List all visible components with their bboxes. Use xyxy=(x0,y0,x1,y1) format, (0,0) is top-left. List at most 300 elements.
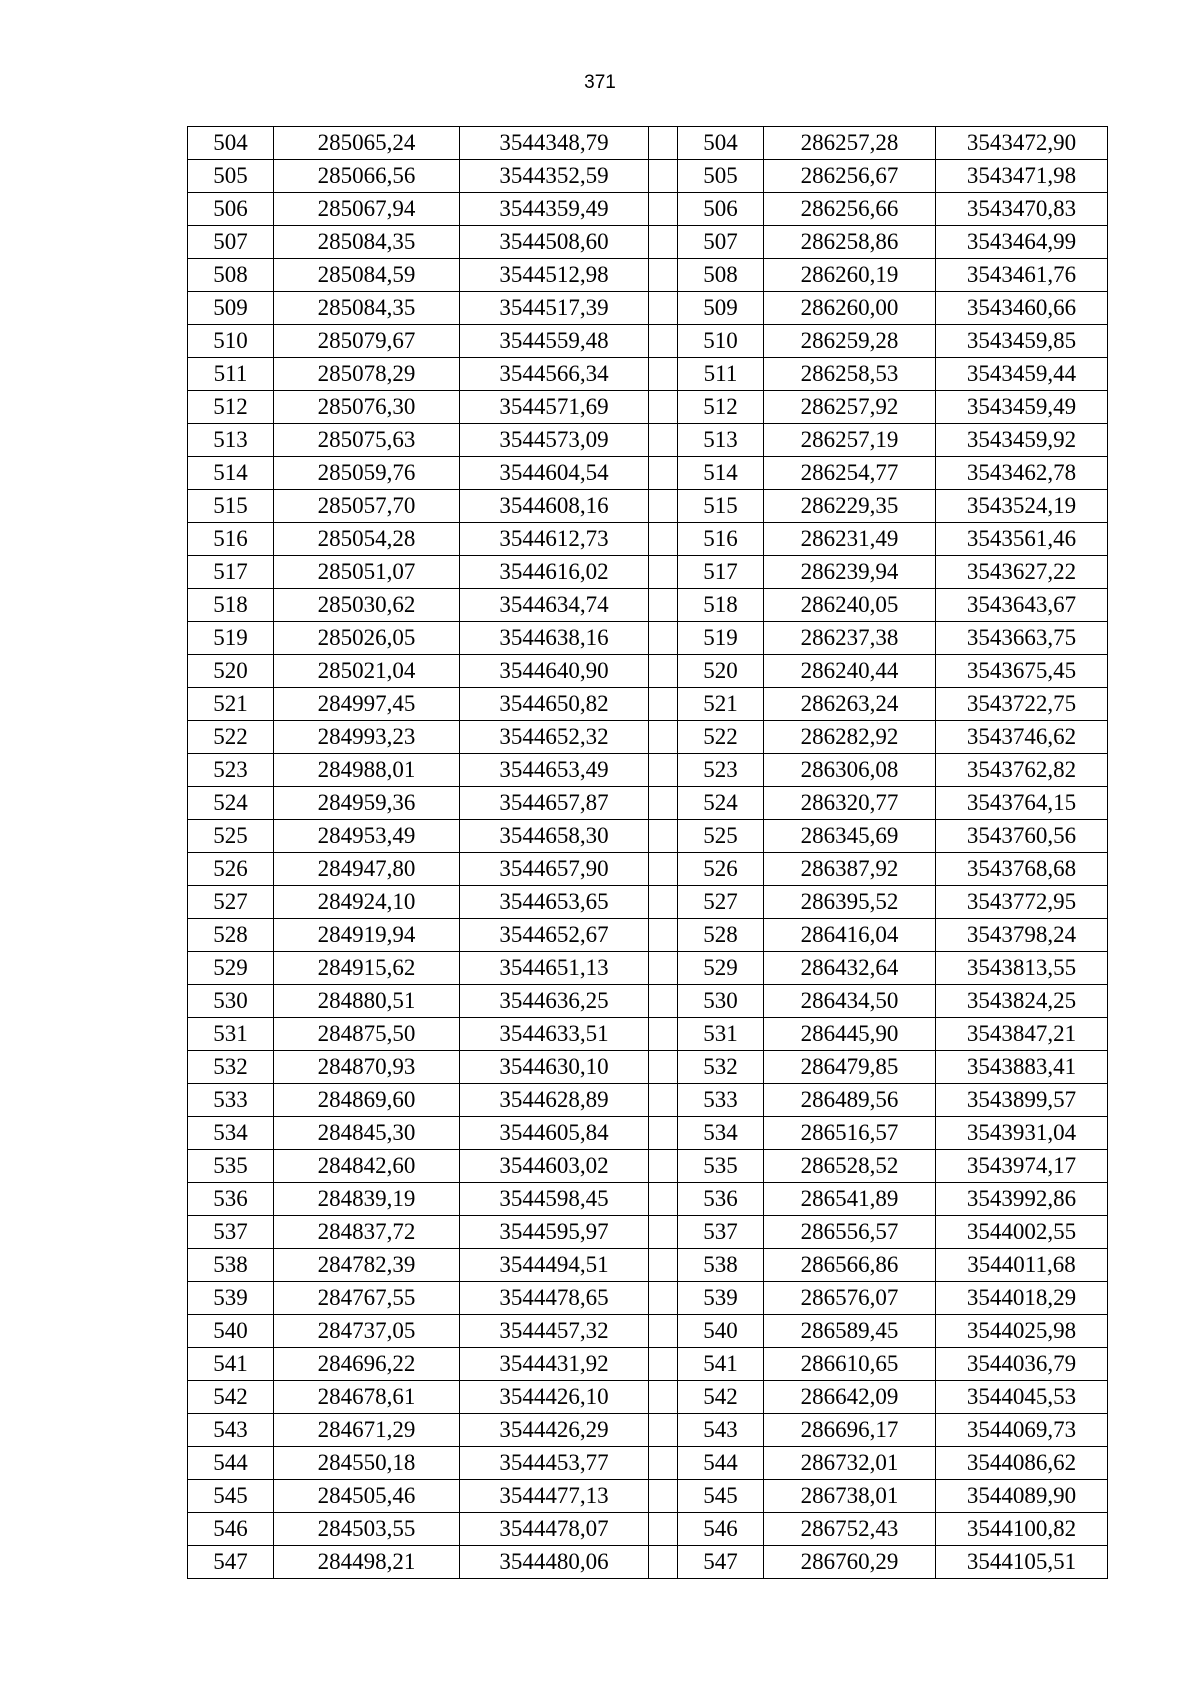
right-y-coordinate: 3543462,78 xyxy=(936,457,1108,490)
left-x-coordinate: 284988,01 xyxy=(274,754,460,787)
left-point-number: 530 xyxy=(188,985,274,1018)
left-y-coordinate: 3544634,74 xyxy=(460,589,649,622)
spacer-cell xyxy=(649,1315,678,1348)
table-row xyxy=(188,556,1108,589)
left-x-coordinate: 284782,39 xyxy=(274,1249,460,1282)
right-y-coordinate: 3544069,73 xyxy=(936,1414,1108,1447)
spacer-cell xyxy=(649,490,678,523)
spacer-cell xyxy=(649,127,678,160)
right-y-coordinate: 3544100,82 xyxy=(936,1513,1108,1546)
right-point-number: 511 xyxy=(678,358,764,391)
spacer-cell xyxy=(649,1051,678,1084)
left-point-number: 523 xyxy=(188,754,274,787)
right-y-coordinate: 3543472,90 xyxy=(936,127,1108,160)
right-point-number: 513 xyxy=(678,424,764,457)
right-y-coordinate: 3544036,79 xyxy=(936,1348,1108,1381)
spacer-cell xyxy=(649,754,678,787)
right-y-coordinate: 3543461,76 xyxy=(936,259,1108,292)
spacer-cell xyxy=(649,1381,678,1414)
left-x-coordinate: 285079,67 xyxy=(274,325,460,358)
table-row xyxy=(188,820,1108,853)
left-y-coordinate: 3544477,13 xyxy=(460,1480,649,1513)
left-y-coordinate: 3544598,45 xyxy=(460,1183,649,1216)
right-x-coordinate: 286320,77 xyxy=(764,787,936,820)
right-point-number: 521 xyxy=(678,688,764,721)
left-x-coordinate: 284505,46 xyxy=(274,1480,460,1513)
right-x-coordinate: 286516,57 xyxy=(764,1117,936,1150)
left-y-coordinate: 3544650,82 xyxy=(460,688,649,721)
left-x-coordinate: 284997,45 xyxy=(274,688,460,721)
left-y-coordinate: 3544478,07 xyxy=(460,1513,649,1546)
right-x-coordinate: 286696,17 xyxy=(764,1414,936,1447)
table-row xyxy=(188,952,1108,985)
left-x-coordinate: 285057,70 xyxy=(274,490,460,523)
left-point-number: 509 xyxy=(188,292,274,325)
left-point-number: 516 xyxy=(188,523,274,556)
table-row xyxy=(188,1018,1108,1051)
right-x-coordinate: 286260,19 xyxy=(764,259,936,292)
left-y-coordinate: 3544431,92 xyxy=(460,1348,649,1381)
table-row xyxy=(188,424,1108,457)
spacer-cell xyxy=(649,787,678,820)
left-point-number: 528 xyxy=(188,919,274,952)
left-x-coordinate: 284671,29 xyxy=(274,1414,460,1447)
table-row xyxy=(188,1546,1108,1579)
left-y-coordinate: 3544512,98 xyxy=(460,259,649,292)
left-point-number: 517 xyxy=(188,556,274,589)
right-y-coordinate: 3543772,95 xyxy=(936,886,1108,919)
right-x-coordinate: 286610,65 xyxy=(764,1348,936,1381)
left-y-coordinate: 3544657,87 xyxy=(460,787,649,820)
left-y-coordinate: 3544605,84 xyxy=(460,1117,649,1150)
left-y-coordinate: 3544426,29 xyxy=(460,1414,649,1447)
left-x-coordinate: 284498,21 xyxy=(274,1546,460,1579)
left-x-coordinate: 285030,62 xyxy=(274,589,460,622)
left-point-number: 514 xyxy=(188,457,274,490)
right-point-number: 547 xyxy=(678,1546,764,1579)
left-x-coordinate: 284837,72 xyxy=(274,1216,460,1249)
left-y-coordinate: 3544517,39 xyxy=(460,292,649,325)
left-y-coordinate: 3544566,34 xyxy=(460,358,649,391)
left-point-number: 513 xyxy=(188,424,274,457)
spacer-cell xyxy=(649,391,678,424)
spacer-cell xyxy=(649,820,678,853)
left-x-coordinate: 285084,35 xyxy=(274,292,460,325)
left-x-coordinate: 284915,62 xyxy=(274,952,460,985)
table-row xyxy=(188,457,1108,490)
right-point-number: 543 xyxy=(678,1414,764,1447)
left-y-coordinate: 3544595,97 xyxy=(460,1216,649,1249)
left-x-coordinate: 284919,94 xyxy=(274,919,460,952)
left-point-number: 547 xyxy=(188,1546,274,1579)
right-point-number: 541 xyxy=(678,1348,764,1381)
right-y-coordinate: 3543675,45 xyxy=(936,655,1108,688)
right-x-coordinate: 286306,08 xyxy=(764,754,936,787)
left-x-coordinate: 285021,04 xyxy=(274,655,460,688)
table-row xyxy=(188,589,1108,622)
table-row xyxy=(188,985,1108,1018)
left-point-number: 504 xyxy=(188,127,274,160)
spacer-cell xyxy=(649,1216,678,1249)
left-y-coordinate: 3544494,51 xyxy=(460,1249,649,1282)
right-y-coordinate: 3543764,15 xyxy=(936,787,1108,820)
left-point-number: 531 xyxy=(188,1018,274,1051)
left-x-coordinate: 284869,60 xyxy=(274,1084,460,1117)
right-point-number: 516 xyxy=(678,523,764,556)
right-point-number: 542 xyxy=(678,1381,764,1414)
right-x-coordinate: 286258,86 xyxy=(764,226,936,259)
table-row xyxy=(188,1216,1108,1249)
left-y-coordinate: 3544573,09 xyxy=(460,424,649,457)
right-x-coordinate: 286259,28 xyxy=(764,325,936,358)
right-x-coordinate: 286432,64 xyxy=(764,952,936,985)
right-point-number: 534 xyxy=(678,1117,764,1150)
left-point-number: 525 xyxy=(188,820,274,853)
left-y-coordinate: 3544359,49 xyxy=(460,193,649,226)
table-row xyxy=(188,127,1108,160)
table-row xyxy=(188,292,1108,325)
right-y-coordinate: 3543722,75 xyxy=(936,688,1108,721)
right-y-coordinate: 3543931,04 xyxy=(936,1117,1108,1150)
right-point-number: 506 xyxy=(678,193,764,226)
left-point-number: 532 xyxy=(188,1051,274,1084)
spacer-cell xyxy=(649,556,678,589)
left-point-number: 515 xyxy=(188,490,274,523)
right-point-number: 518 xyxy=(678,589,764,622)
left-y-coordinate: 3544478,65 xyxy=(460,1282,649,1315)
left-point-number: 534 xyxy=(188,1117,274,1150)
left-point-number: 529 xyxy=(188,952,274,985)
left-x-coordinate: 285078,29 xyxy=(274,358,460,391)
right-y-coordinate: 3544002,55 xyxy=(936,1216,1108,1249)
right-point-number: 530 xyxy=(678,985,764,1018)
right-y-coordinate: 3543643,67 xyxy=(936,589,1108,622)
right-x-coordinate: 286240,05 xyxy=(764,589,936,622)
left-x-coordinate: 285067,94 xyxy=(274,193,460,226)
right-point-number: 535 xyxy=(678,1150,764,1183)
left-x-coordinate: 284767,55 xyxy=(274,1282,460,1315)
right-point-number: 531 xyxy=(678,1018,764,1051)
left-point-number: 524 xyxy=(188,787,274,820)
left-point-number: 535 xyxy=(188,1150,274,1183)
right-point-number: 544 xyxy=(678,1447,764,1480)
spacer-cell xyxy=(649,1018,678,1051)
right-x-coordinate: 286237,38 xyxy=(764,622,936,655)
right-point-number: 545 xyxy=(678,1480,764,1513)
left-point-number: 520 xyxy=(188,655,274,688)
left-y-coordinate: 3544628,89 xyxy=(460,1084,649,1117)
right-y-coordinate: 3543824,25 xyxy=(936,985,1108,1018)
right-x-coordinate: 286395,52 xyxy=(764,886,936,919)
left-y-coordinate: 3544559,48 xyxy=(460,325,649,358)
spacer-cell xyxy=(649,1282,678,1315)
table-row xyxy=(188,1447,1108,1480)
left-point-number: 518 xyxy=(188,589,274,622)
spacer-cell xyxy=(649,952,678,985)
right-y-coordinate: 3543459,49 xyxy=(936,391,1108,424)
left-point-number: 521 xyxy=(188,688,274,721)
left-x-coordinate: 284503,55 xyxy=(274,1513,460,1546)
left-x-coordinate: 284880,51 xyxy=(274,985,460,1018)
left-point-number: 540 xyxy=(188,1315,274,1348)
right-point-number: 525 xyxy=(678,820,764,853)
spacer-cell xyxy=(649,985,678,1018)
right-point-number: 527 xyxy=(678,886,764,919)
left-x-coordinate: 285075,63 xyxy=(274,424,460,457)
right-point-number: 504 xyxy=(678,127,764,160)
left-point-number: 536 xyxy=(188,1183,274,1216)
right-point-number: 540 xyxy=(678,1315,764,1348)
table-row xyxy=(188,1150,1108,1183)
right-x-coordinate: 286256,67 xyxy=(764,160,936,193)
left-point-number: 506 xyxy=(188,193,274,226)
table-row xyxy=(188,1315,1108,1348)
spacer-cell xyxy=(649,1513,678,1546)
spacer-cell xyxy=(649,1480,678,1513)
right-point-number: 517 xyxy=(678,556,764,589)
left-y-coordinate: 3544608,16 xyxy=(460,490,649,523)
spacer-cell xyxy=(649,1348,678,1381)
right-x-coordinate: 286256,66 xyxy=(764,193,936,226)
right-point-number: 536 xyxy=(678,1183,764,1216)
left-x-coordinate: 284875,50 xyxy=(274,1018,460,1051)
right-x-coordinate: 286257,19 xyxy=(764,424,936,457)
right-x-coordinate: 286752,43 xyxy=(764,1513,936,1546)
spacer-cell xyxy=(649,655,678,688)
table-row xyxy=(188,1381,1108,1414)
left-point-number: 508 xyxy=(188,259,274,292)
right-y-coordinate: 3543524,19 xyxy=(936,490,1108,523)
table-row xyxy=(188,1348,1108,1381)
right-y-coordinate: 3544089,90 xyxy=(936,1480,1108,1513)
right-y-coordinate: 3543883,41 xyxy=(936,1051,1108,1084)
right-y-coordinate: 3544011,68 xyxy=(936,1249,1108,1282)
right-y-coordinate: 3543768,68 xyxy=(936,853,1108,886)
right-x-coordinate: 286282,92 xyxy=(764,721,936,754)
right-y-coordinate: 3544045,53 xyxy=(936,1381,1108,1414)
right-y-coordinate: 3543470,83 xyxy=(936,193,1108,226)
right-point-number: 520 xyxy=(678,655,764,688)
right-y-coordinate: 3543992,86 xyxy=(936,1183,1108,1216)
right-x-coordinate: 286257,92 xyxy=(764,391,936,424)
spacer-cell xyxy=(649,358,678,391)
page-number: 371 xyxy=(584,72,616,93)
left-y-coordinate: 3544453,77 xyxy=(460,1447,649,1480)
table-row xyxy=(188,787,1108,820)
table-row xyxy=(188,391,1108,424)
left-x-coordinate: 284678,61 xyxy=(274,1381,460,1414)
table-row xyxy=(188,1084,1108,1117)
spacer-cell xyxy=(649,1150,678,1183)
right-point-number: 538 xyxy=(678,1249,764,1282)
table-row xyxy=(188,721,1108,754)
spacer-cell xyxy=(649,226,678,259)
table-row xyxy=(188,193,1108,226)
right-point-number: 523 xyxy=(678,754,764,787)
spacer-cell xyxy=(649,193,678,226)
left-x-coordinate: 284696,22 xyxy=(274,1348,460,1381)
table-row xyxy=(188,622,1108,655)
table-row xyxy=(188,1513,1108,1546)
left-y-coordinate: 3544612,73 xyxy=(460,523,649,556)
right-x-coordinate: 286263,24 xyxy=(764,688,936,721)
spacer-cell xyxy=(649,589,678,622)
left-x-coordinate: 284845,30 xyxy=(274,1117,460,1150)
spacer-cell xyxy=(649,1084,678,1117)
right-x-coordinate: 286556,57 xyxy=(764,1216,936,1249)
spacer-cell xyxy=(649,325,678,358)
coordinates-table xyxy=(187,126,1108,1579)
table-row xyxy=(188,1117,1108,1150)
left-y-coordinate: 3544640,90 xyxy=(460,655,649,688)
left-x-coordinate: 285054,28 xyxy=(274,523,460,556)
table-row xyxy=(188,886,1108,919)
spacer-cell xyxy=(649,721,678,754)
left-x-coordinate: 285084,59 xyxy=(274,259,460,292)
left-x-coordinate: 284550,18 xyxy=(274,1447,460,1480)
left-x-coordinate: 285076,30 xyxy=(274,391,460,424)
left-point-number: 519 xyxy=(188,622,274,655)
left-x-coordinate: 285084,35 xyxy=(274,226,460,259)
left-x-coordinate: 284953,49 xyxy=(274,820,460,853)
left-point-number: 546 xyxy=(188,1513,274,1546)
left-point-number: 537 xyxy=(188,1216,274,1249)
table-row xyxy=(188,523,1108,556)
right-x-coordinate: 286642,09 xyxy=(764,1381,936,1414)
right-point-number: 514 xyxy=(678,457,764,490)
right-x-coordinate: 286240,44 xyxy=(764,655,936,688)
right-y-coordinate: 3543459,44 xyxy=(936,358,1108,391)
spacer-cell xyxy=(649,1414,678,1447)
right-point-number: 532 xyxy=(678,1051,764,1084)
left-y-coordinate: 3544652,67 xyxy=(460,919,649,952)
right-x-coordinate: 286239,94 xyxy=(764,556,936,589)
right-x-coordinate: 286387,92 xyxy=(764,853,936,886)
left-y-coordinate: 3544603,02 xyxy=(460,1150,649,1183)
right-x-coordinate: 286528,52 xyxy=(764,1150,936,1183)
right-y-coordinate: 3543762,82 xyxy=(936,754,1108,787)
left-point-number: 544 xyxy=(188,1447,274,1480)
spacer-cell xyxy=(649,259,678,292)
left-y-coordinate: 3544616,02 xyxy=(460,556,649,589)
right-point-number: 529 xyxy=(678,952,764,985)
right-x-coordinate: 286489,56 xyxy=(764,1084,936,1117)
right-y-coordinate: 3543813,55 xyxy=(936,952,1108,985)
right-y-coordinate: 3543899,57 xyxy=(936,1084,1108,1117)
right-y-coordinate: 3543627,22 xyxy=(936,556,1108,589)
table-row xyxy=(188,325,1108,358)
table-row xyxy=(188,226,1108,259)
right-y-coordinate: 3543746,62 xyxy=(936,721,1108,754)
right-point-number: 537 xyxy=(678,1216,764,1249)
left-y-coordinate: 3544630,10 xyxy=(460,1051,649,1084)
right-x-coordinate: 286231,49 xyxy=(764,523,936,556)
left-point-number: 533 xyxy=(188,1084,274,1117)
left-point-number: 538 xyxy=(188,1249,274,1282)
left-point-number: 539 xyxy=(188,1282,274,1315)
table-row xyxy=(188,160,1108,193)
left-x-coordinate: 284737,05 xyxy=(274,1315,460,1348)
right-x-coordinate: 286589,45 xyxy=(764,1315,936,1348)
left-x-coordinate: 285059,76 xyxy=(274,457,460,490)
left-y-coordinate: 3544633,51 xyxy=(460,1018,649,1051)
left-y-coordinate: 3544426,10 xyxy=(460,1381,649,1414)
left-x-coordinate: 284947,80 xyxy=(274,853,460,886)
left-point-number: 542 xyxy=(188,1381,274,1414)
spacer-cell xyxy=(649,1447,678,1480)
left-x-coordinate: 284959,36 xyxy=(274,787,460,820)
right-y-coordinate: 3543847,21 xyxy=(936,1018,1108,1051)
right-y-coordinate: 3544018,29 xyxy=(936,1282,1108,1315)
right-point-number: 510 xyxy=(678,325,764,358)
right-x-coordinate: 286541,89 xyxy=(764,1183,936,1216)
right-x-coordinate: 286254,77 xyxy=(764,457,936,490)
left-point-number: 507 xyxy=(188,226,274,259)
right-y-coordinate: 3543663,75 xyxy=(936,622,1108,655)
left-point-number: 543 xyxy=(188,1414,274,1447)
right-y-coordinate: 3544086,62 xyxy=(936,1447,1108,1480)
spacer-cell xyxy=(649,1183,678,1216)
table-row xyxy=(188,1249,1108,1282)
spacer-cell xyxy=(649,160,678,193)
right-point-number: 505 xyxy=(678,160,764,193)
right-y-coordinate: 3543471,98 xyxy=(936,160,1108,193)
table-row xyxy=(188,853,1108,886)
table-row xyxy=(188,688,1108,721)
right-x-coordinate: 286760,29 xyxy=(764,1546,936,1579)
spacer-cell xyxy=(649,523,678,556)
right-point-number: 509 xyxy=(678,292,764,325)
left-y-coordinate: 3544658,30 xyxy=(460,820,649,853)
right-point-number: 512 xyxy=(678,391,764,424)
table-row xyxy=(188,655,1108,688)
right-x-coordinate: 286260,00 xyxy=(764,292,936,325)
right-x-coordinate: 286732,01 xyxy=(764,1447,936,1480)
left-x-coordinate: 284924,10 xyxy=(274,886,460,919)
coordinates-table-body xyxy=(188,127,1108,1579)
table-row xyxy=(188,754,1108,787)
left-point-number: 511 xyxy=(188,358,274,391)
right-y-coordinate: 3544025,98 xyxy=(936,1315,1108,1348)
left-y-coordinate: 3544352,59 xyxy=(460,160,649,193)
spacer-cell xyxy=(649,292,678,325)
left-y-coordinate: 3544636,25 xyxy=(460,985,649,1018)
right-point-number: 524 xyxy=(678,787,764,820)
left-point-number: 505 xyxy=(188,160,274,193)
spacer-cell xyxy=(649,886,678,919)
left-x-coordinate: 284842,60 xyxy=(274,1150,460,1183)
left-y-coordinate: 3544571,69 xyxy=(460,391,649,424)
right-y-coordinate: 3543561,46 xyxy=(936,523,1108,556)
right-point-number: 507 xyxy=(678,226,764,259)
left-y-coordinate: 3544653,49 xyxy=(460,754,649,787)
table-row xyxy=(188,1414,1108,1447)
spacer-cell xyxy=(649,919,678,952)
table-row xyxy=(188,1051,1108,1084)
right-y-coordinate: 3544105,51 xyxy=(936,1546,1108,1579)
right-point-number: 515 xyxy=(678,490,764,523)
right-y-coordinate: 3543974,17 xyxy=(936,1150,1108,1183)
table-row xyxy=(188,490,1108,523)
spacer-cell xyxy=(649,1546,678,1579)
spacer-cell xyxy=(649,1117,678,1150)
right-point-number: 533 xyxy=(678,1084,764,1117)
table-row xyxy=(188,1183,1108,1216)
left-x-coordinate: 285066,56 xyxy=(274,160,460,193)
left-y-coordinate: 3544653,65 xyxy=(460,886,649,919)
left-y-coordinate: 3544604,54 xyxy=(460,457,649,490)
table-row xyxy=(188,259,1108,292)
